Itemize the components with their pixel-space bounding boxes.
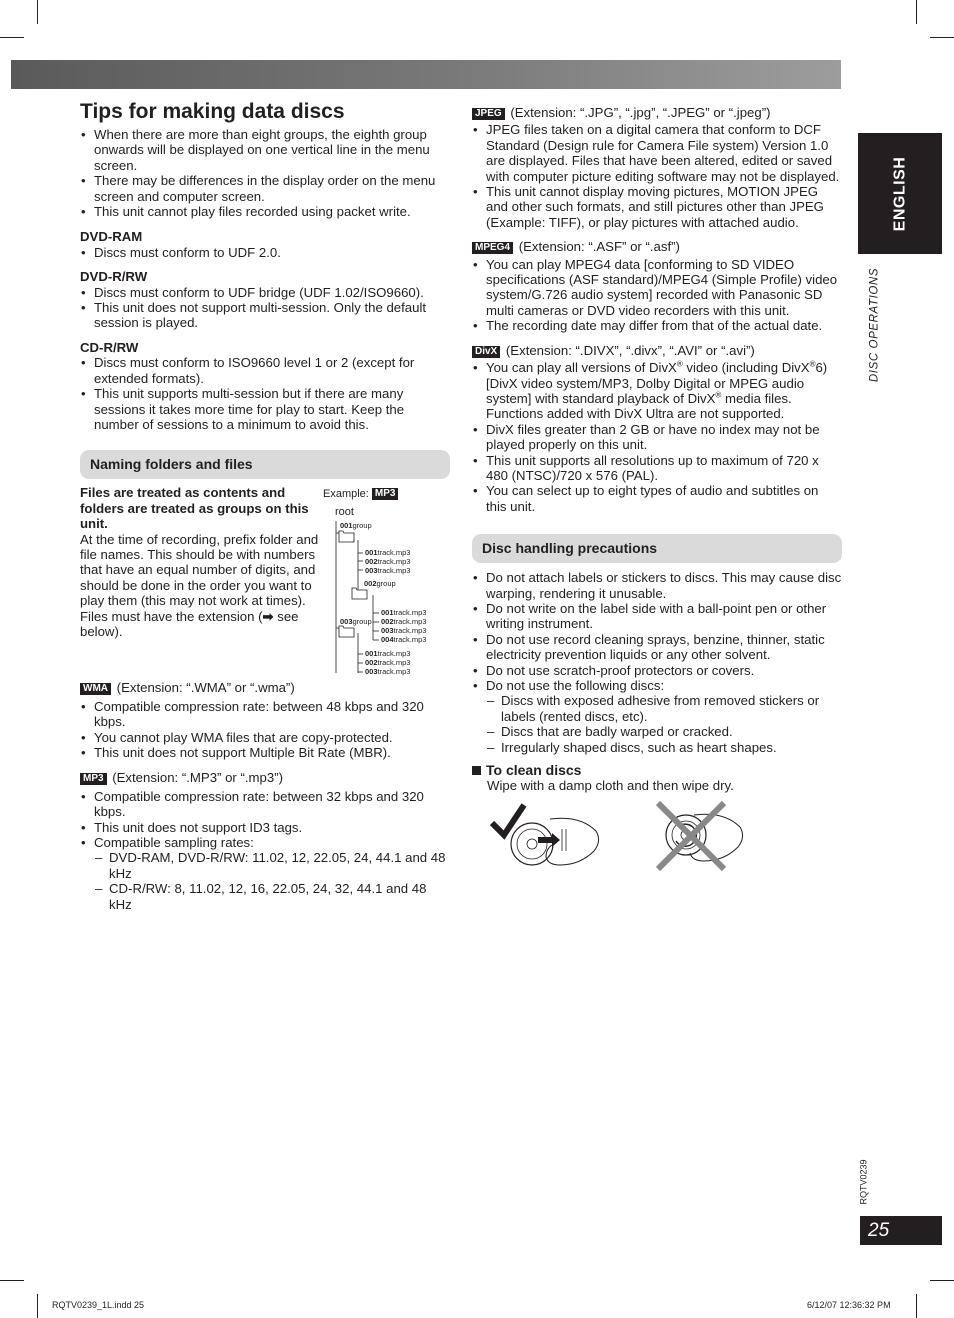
list-item: • This unit cannot play files recorded using packet write. <box>80 204 450 219</box>
list-item: • Discs must conform to UDF 2.0. <box>80 245 450 260</box>
arrow-right-icon: ➡ <box>262 608 274 624</box>
mp3-list <box>80 789 450 851</box>
crop-mark <box>0 37 24 38</box>
bad-disc-list <box>472 693 842 755</box>
group-folder: 001group <box>340 521 372 531</box>
right-column <box>472 105 842 879</box>
crop-mark <box>916 1294 917 1318</box>
divx-list <box>472 360 842 514</box>
list-item: • The recording date may differ from that of the actual date. <box>472 318 842 333</box>
divx-extension: DivX (Extension: “.DIVX”, “.divx”, “.AVI” or “.avi”) <box>472 343 842 358</box>
mpeg4-badge: MPEG4 <box>472 242 513 254</box>
group-folder: 002group <box>364 579 396 589</box>
file-item: 004track.mp3 <box>381 635 427 645</box>
list-item: • You cannot play WMA files that are copy-protected. <box>80 730 450 745</box>
section-label: DISC OPERATIONS <box>868 267 881 383</box>
file-item: 003track.mp3 <box>365 667 411 677</box>
handling-section-bar: Disc handling precautions <box>472 534 842 563</box>
page-number: 25 <box>860 1216 942 1245</box>
list-item: • This unit supports multi-session but if there are many sessions it takes more time for play to start. Keep the number of sessions to a minimum to avoid this. <box>80 386 450 432</box>
left-column <box>80 100 450 912</box>
mpeg4-list <box>472 257 842 334</box>
list-item: – Discs that are badly warped or cracked. <box>486 724 842 739</box>
file-item: 001track.mp3 <box>365 548 411 558</box>
list-item: • This unit supports all resolutions up to maximum of 720 x 480 (NTSC)/720 x 576 (PAL). <box>472 453 842 484</box>
crop-mark <box>37 1294 38 1318</box>
list-item: • You can play MPEG4 data [conforming to SD VIDEO specifications (ASF standard)/MPEG4 (Simple Profile) video system/G.726 audio system] recorded with Panasonic SD multi cameras or DVD video recorders with this unit. <box>472 257 842 319</box>
list-item: • Do not write on the label side with a ball-point pen or other writing instrument. <box>472 601 842 632</box>
example-label: Example: MP3 <box>323 487 400 502</box>
list-item: – CD-R/RW: 8, 11.02, 12, 16, 22.05, 24, 32, 44.1 and 48 kHz <box>94 881 450 912</box>
file-item: 001track.mp3 <box>381 608 427 618</box>
list-item: • This unit does not support multi-session. Only the default session is played. <box>80 300 450 331</box>
dvdram-heading: DVD-RAM <box>80 229 143 245</box>
file-item: 001track.mp3 <box>365 649 411 659</box>
dvdram-list <box>80 245 450 260</box>
cleaning-illustration <box>472 799 842 879</box>
file-item: 003track.mp3 <box>365 566 411 576</box>
list-item: • Discs must conform to ISO9660 level 1 or 2 (except for extended formats). <box>80 355 450 386</box>
naming-bold-note: Files are treated as contents and folders are treated as groups on this unit. <box>80 485 309 532</box>
list-item: • You can play all versions of DivX® video (including DivX®6) [DivX video system/MP3, Dolby Digital or MPEG audio system] with standard playback of DivX® media files. Functions added with DivX Ultra are not supported. <box>472 360 842 422</box>
divx-badge: DivX <box>472 346 500 358</box>
list-item: • Do not use the following discs: <box>472 678 842 693</box>
crop-mark <box>37 0 38 24</box>
wma-list <box>80 699 450 761</box>
list-item: • Compatible compression rate: between 48 kbps and 320 kbps. <box>80 699 450 730</box>
file-item: 002track.mp3 <box>381 617 427 627</box>
mpeg4-extension: MPEG4 (Extension: “.ASF” or “.asf”) <box>472 239 842 254</box>
list-item: • Compatible compression rate: between 32 kbps and 320 kbps. <box>80 789 450 820</box>
dvdr-list <box>80 285 450 331</box>
naming-body: At the time of recording, prefix folder and file names. This should be with numbers that have an equal number of digits, and should be done in the order you want to play them (this may not work at times). Files must have the extension (➡ see below). <box>80 531 319 639</box>
jpeg-badge: JPEG <box>472 108 505 120</box>
header-bar <box>11 60 841 89</box>
mp3-extension: MP3 (Extension: “.MP3” or “.mp3”) <box>80 770 450 785</box>
list-item: – DVD-RAM, DVD-R/RW: 11.02, 12, 22.05, 24, 44.1 and 48 kHz <box>94 850 450 881</box>
intro-list <box>80 127 450 219</box>
language-tab: ENGLISH <box>858 133 942 254</box>
clean-discs-heading: To clean discs <box>472 763 842 778</box>
square-bullet-icon <box>472 766 481 775</box>
wma-badge: WMA <box>80 683 111 695</box>
cleaning-diagram <box>472 799 842 879</box>
file-item: 003track.mp3 <box>381 626 427 636</box>
jpeg-extension: JPEG (Extension: “.JPG”, “.jpg”, “.JPEG” or “.jpeg”) <box>472 105 842 120</box>
naming-text <box>80 485 320 639</box>
cdr-list <box>80 355 450 432</box>
list-item: – Discs with exposed adhesive from removed stickers or labels (rented discs, etc). <box>486 693 842 724</box>
list-item: • This unit does not support Multiple Bit Rate (MBR). <box>80 745 450 760</box>
incorrect-method <box>658 803 743 869</box>
crop-mark <box>0 1280 24 1281</box>
list-item: • Do not attach labels or stickers to discs. This may cause disc warping, rendering it unusable. <box>472 570 842 601</box>
naming-section-bar: Naming folders and files <box>80 450 450 479</box>
wma-extension: WMA (Extension: “.WMA” or “.wma”) <box>80 680 450 695</box>
footer-timestamp: 6/12/07 12:36:32 PM <box>807 1300 891 1310</box>
handling-list <box>472 570 842 693</box>
clean-discs-text: Wipe with a damp cloth and then wipe dry. <box>487 778 734 794</box>
sampling-rate-list <box>80 850 450 912</box>
crop-mark <box>930 37 954 38</box>
correct-method <box>492 805 599 865</box>
list-item: • DivX files greater than 2 GB or have no index may not be played properly on this unit. <box>472 422 842 453</box>
list-item: • You can select up to eight types of audio and subtitles on this unit. <box>472 483 842 514</box>
page-title: Tips for making data discs <box>80 100 345 123</box>
crop-mark <box>930 1280 954 1281</box>
list-item: • Do not use scratch-proof protectors or covers. <box>472 663 842 678</box>
file-item: 002track.mp3 <box>365 658 411 668</box>
list-item: • There may be differences in the display order on the menu screen and computer screen. <box>80 173 450 204</box>
list-item: • When there are more than eight groups, the eighth group onwards will be displayed on one vertical line in the menu screen. <box>80 127 450 173</box>
doc-code: RQTV0239 <box>858 1159 869 1205</box>
list-item: • JPEG files taken on a digital camera that conform to DCF Standard (Design rule for Camera File system) Version 1.0 are displayed. Files that have been altered, edited or saved with computer picture editing software may not be displayed. <box>472 122 842 184</box>
folder-tree-example <box>323 485 453 680</box>
list-item: • Discs must conform to UDF bridge (UDF 1.02/ISO9660). <box>80 285 450 300</box>
root-label: root <box>335 506 354 519</box>
crop-mark <box>916 0 917 24</box>
cdr-heading: CD-R/RW <box>80 339 139 355</box>
mp3-badge: MP3 <box>80 773 107 785</box>
list-item: • This unit cannot display moving pictures, MOTION JPEG and other such formats, and still pictures other than JPEG (Example: TIFF), or play pictures with attached audio. <box>472 184 842 230</box>
list-item: • Compatible sampling rates: <box>80 835 450 850</box>
file-item: 002track.mp3 <box>365 557 411 567</box>
list-item: • This unit does not support ID3 tags. <box>80 820 450 835</box>
list-item: – Irregularly shaped discs, such as heart shapes. <box>486 740 842 755</box>
list-item: • Do not use record cleaning sprays, benzine, thinner, static electricity prevention liquids or any other solvent. <box>472 632 842 663</box>
footer-file: RQTV0239_1L.indd 25 <box>52 1300 145 1310</box>
group-folder: 003group <box>340 617 372 627</box>
jpeg-list <box>472 122 842 230</box>
dvdr-heading: DVD-R/RW <box>80 269 148 285</box>
mp3-badge: MP3 <box>372 488 399 500</box>
naming-section <box>80 485 450 680</box>
